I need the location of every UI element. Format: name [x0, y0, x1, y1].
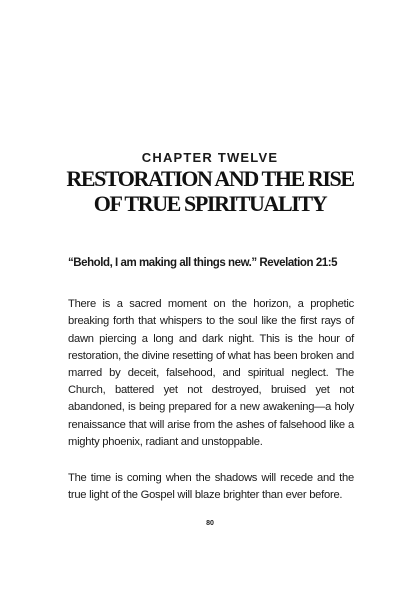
- chapter-title-line: OF TRUE SPIRITUALITY: [93, 191, 327, 216]
- epigraph-quote: “Behold, I am making all things new.” Revelation 21:5: [68, 257, 338, 269]
- chapter-label: CHAPTER TWELVE: [141, 150, 279, 165]
- body-paragraph: The time is coming when the shadows will recede and the true light of the Gospel will blaze brighter than ever before.: [68, 472, 354, 502]
- body-paragraph: There is a sacred moment on the horizon, a prophetic breaking forth that whispers to the soul like the first rays of dawn piercing a long and dark night. This is the hour of restoration, the divine resetting of what has been broken and marred by deceit, falsehood, and spiritual neglect. The Church, battered yet not destroyed, bruised yet not abandoned, is being prepared for a new awakening—a holy renaissance that will arise from the ashes of falsehood like a mighty phoenix, radiant and unstoppable.: [68, 298, 354, 448]
- chapter-title: [40, 166, 380, 216]
- chapter-title-line: RESTORATION AND THE RISE: [66, 166, 354, 191]
- page-number: 80: [206, 520, 214, 527]
